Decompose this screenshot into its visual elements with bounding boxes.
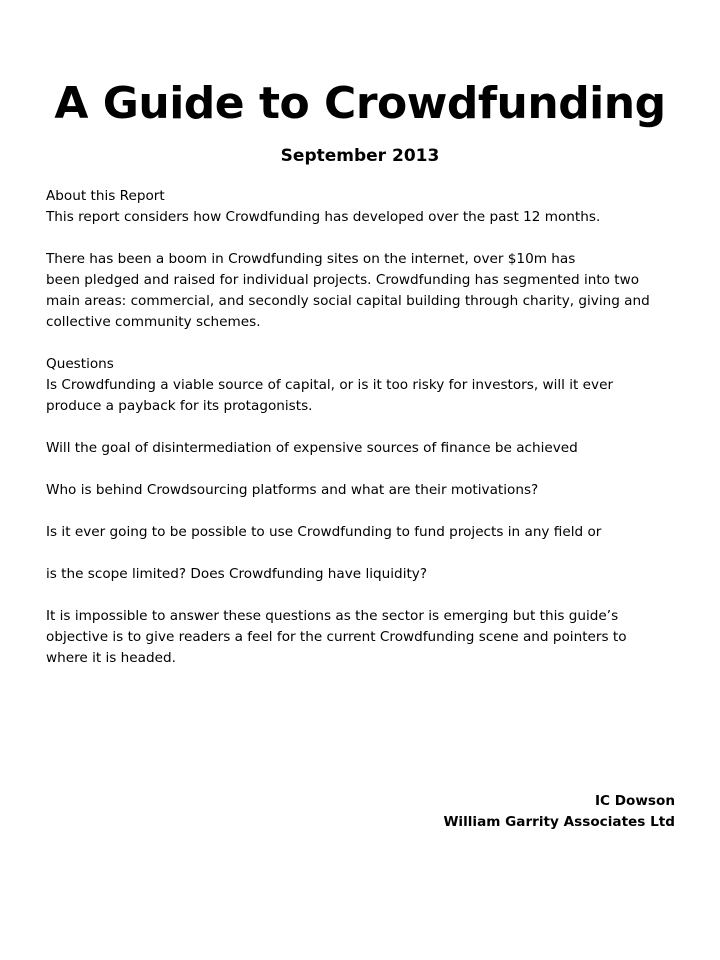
paragraph-spacer (46, 459, 686, 480)
question-5: is the scope limited? Does Crowdfunding have liquidity? (46, 566, 428, 582)
boom-line-4: collective community schemes. (46, 314, 261, 330)
question-1-line-1: Is Crowdfunding a viable source of capital, or is it too risky for investors, will it ever (46, 377, 614, 393)
paragraph-spacer (46, 333, 686, 354)
boom-line-2: been pledged and raised for individual projects. Crowdfunding has segmented into two (46, 272, 640, 288)
questions-heading: Questions (46, 356, 114, 372)
signature-block (443, 791, 675, 833)
conclusion-line-3: where it is headed. (46, 650, 176, 666)
boom-line-3: main areas: commercial, and secondly social capital building through charity, giving and (46, 293, 650, 309)
about-heading: About this Report (46, 188, 165, 204)
question-2: Will the goal of disintermediation of expensive sources of finance be achieved (46, 440, 578, 456)
question-3: Who is behind Crowdsourcing platforms and what are their motivations? (46, 482, 539, 498)
paragraph-spacer (46, 585, 686, 606)
question-1-line-2: produce a payback for its protagonists. (46, 398, 313, 414)
paragraph-spacer (46, 228, 686, 249)
conclusion-line-2: objective is to give readers a feel for the current Crowdfunding scene and pointers to (46, 629, 627, 645)
paragraph-spacer (46, 501, 686, 522)
conclusion-line-1: It is impossible to answer these questions as the sector is emerging but this guide’s (46, 608, 619, 624)
boom-line-1: There has been a boom in Crowdfunding sites on the internet, over $10m has (46, 251, 576, 267)
about-text: This report considers how Crowdfunding has developed over the past 12 months. (46, 209, 601, 225)
company-name: William Garrity Associates Ltd (443, 814, 675, 830)
question-4: Is it ever going to be possible to use Crowdfunding to fund projects in any field or (46, 524, 602, 540)
document-date: September 2013 (280, 146, 440, 166)
paragraph-spacer (46, 543, 686, 564)
paragraph-spacer (46, 417, 686, 438)
author-name: IC Dowson (594, 793, 675, 809)
report-body (46, 186, 686, 669)
document-title: A Guide to Crowdfunding (54, 78, 666, 129)
